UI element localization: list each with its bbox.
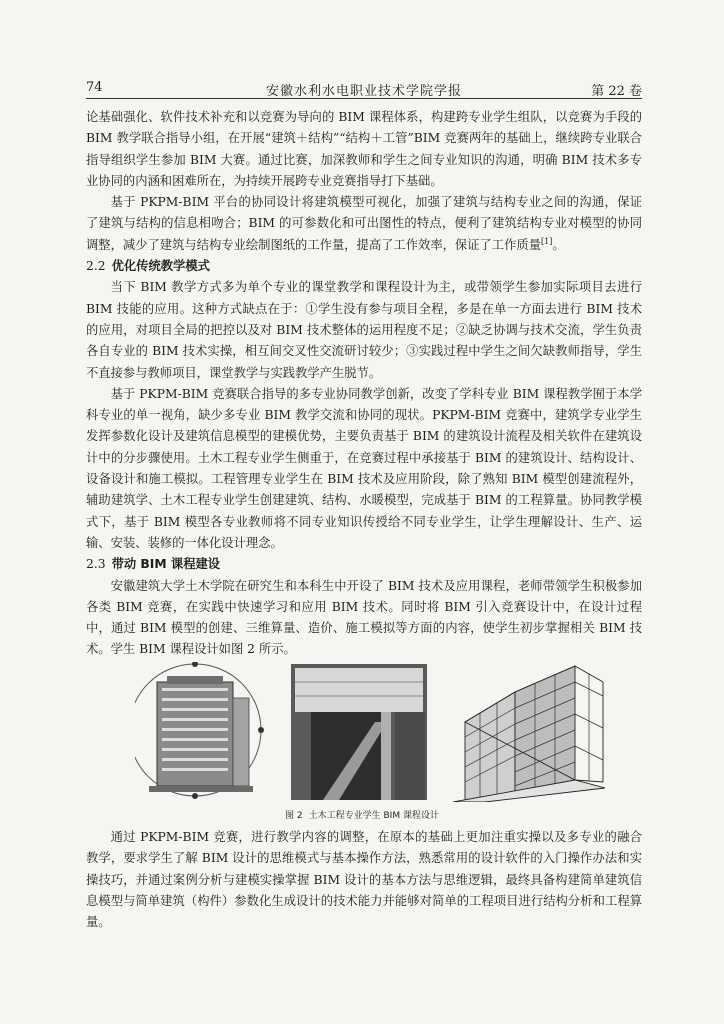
building-model-image (135, 662, 264, 799)
paragraph: 通过 PKPM-BIM 竞赛，进行教学内容的调整，在原本的基础上更加注重实操以及多专业的融合教学，要求学生了解 BIM 设计的思维模式与基本操作方法，熟悉常用的设计软件的入门操作办法和实操技巧，并通过案例分析与建模实操掌握 BIM 设计的基本方法与思维逻辑，最终具备构建简单建筑信息模型与简单建筑（构件）参数化生成设计的技术能力并能够对简单的工程项目进行结构分析和工程算量。 (86, 830, 642, 930)
figure-caption (0, 808, 724, 821)
volume-label: 第 22 卷 (591, 84, 642, 99)
article-body (86, 107, 642, 661)
section-heading-2-3: 2.3 带动 BIM 课程建设 (86, 557, 221, 572)
paragraph-with-citation: 基于 PKPM-BIM 平台的协同设计将建筑模型可视化，加强了建筑与结构专业之间的沟通，保证了建筑与结构的信息相吻合；BIM 的可参数化和可出图性的特点，便利了建筑结构专业对模型的协同调整，减少了建筑与结构专业绘制图纸的工作量，提高了工作效率，保证了工作质量[1]。 (86, 195, 642, 252)
section-heading-2-2: 2.2 优化传统教学模式 (86, 259, 210, 274)
paragraph: 安徽建筑大学土木学院在研究生和本科生中开设了 BIM 技术及应用课程，老师带领学生积极参加各类 BIM 竞赛，在实践中快速学习和应用 BIM 技术。同时将 BIM 引入竞赛设计中，在设计过程中，通过 BIM 模型的创建、三维算量、造价、施工模拟等方面的内容，使学生初步掌握相关 BIM 技术。学生 BIM 课程设计如图 2 所示。 (86, 578, 642, 657)
running-header (86, 76, 642, 99)
article-body-continued (86, 827, 642, 933)
paragraph: 论基础强化、软件技术补充和以竞赛为导向的 BIM 课程体系，构建跨专业学生组队，以竞赛为手段的 BIM 教学联合指导小组，在开展“建筑＋结构”“结构＋工管”BIM 竞赛两年的基础上，继续跨专业联合指导组织学生参加 BIM 大赛。通过比赛，加深教师和学生之间专业知识的沟通，明确 BIM 技术多专业协同的内涵和困难所在，为持续开展跨专业竞赛指导打下基础。 (86, 110, 642, 188)
figure-label: 图 2 (285, 811, 303, 821)
journal-title: 安徽水利水电职业技术学院学报 (265, 84, 462, 99)
figure-2-images (135, 662, 605, 802)
page-number: 74 (86, 80, 103, 95)
citation: [1] (541, 236, 553, 246)
figure-caption-text: 土木工程专业学生 BIM 课程设计 (308, 811, 439, 821)
interior-staircase-image (291, 664, 427, 800)
structural-frame-image (453, 666, 605, 802)
paragraph: 基于 PKPM-BIM 竞赛联合指导的多专业协同教学创新，改变了学科专业 BIM 课程教学囿于本学科专业的单一视角，缺少多专业 BIM 教学交流和协同的现状。PKPM-BIM 竞赛中，建筑学专业学生发挥参数化设计及建筑信息模型的建模优势，主要负责基于 BIM 的建筑设计流程及相关软件在建筑设计中的分步骤使用。土木工程专业学生侧重于，在竞赛过程中承接基于 BIM 的建筑设计、结构设计、设备设计和施工模拟。工程管理专业学生在 BIM 技术及应用阶段，除了熟知 BIM 模型创建流程外，辅助建筑学、土木工程专业学生创建建筑、结构、水暖模型，完成基于 BIM 的工程算量。协同教学模式下，基于 BIM 模型各专业教师将不同专业知识传授给不同专业学生，让学生理解设计、生产、运输、安装、装修的一体化设计理念。 (86, 386, 642, 550)
paragraph: 当下 BIM 教学方式多为单个专业的课堂教学和课程设计为主，或带领学生参加实际项目去进行 BIM 技能的应用。这种方式缺点在于：①学生没有参与项目全程，多是在单一方面去进行 BIM 技术的应用，对项目全局的把控以及对 BIM 技术整体的运用程度不足；②缺乏协调与技术交流，学生负责各自专业的 BIM 技术实操，相互间交叉性交流研讨较少；③实践过程中学生之间欠缺教师指导，学生不直接参与教师项目，课堂教学与实践教学产生脱节。 (86, 280, 642, 380)
